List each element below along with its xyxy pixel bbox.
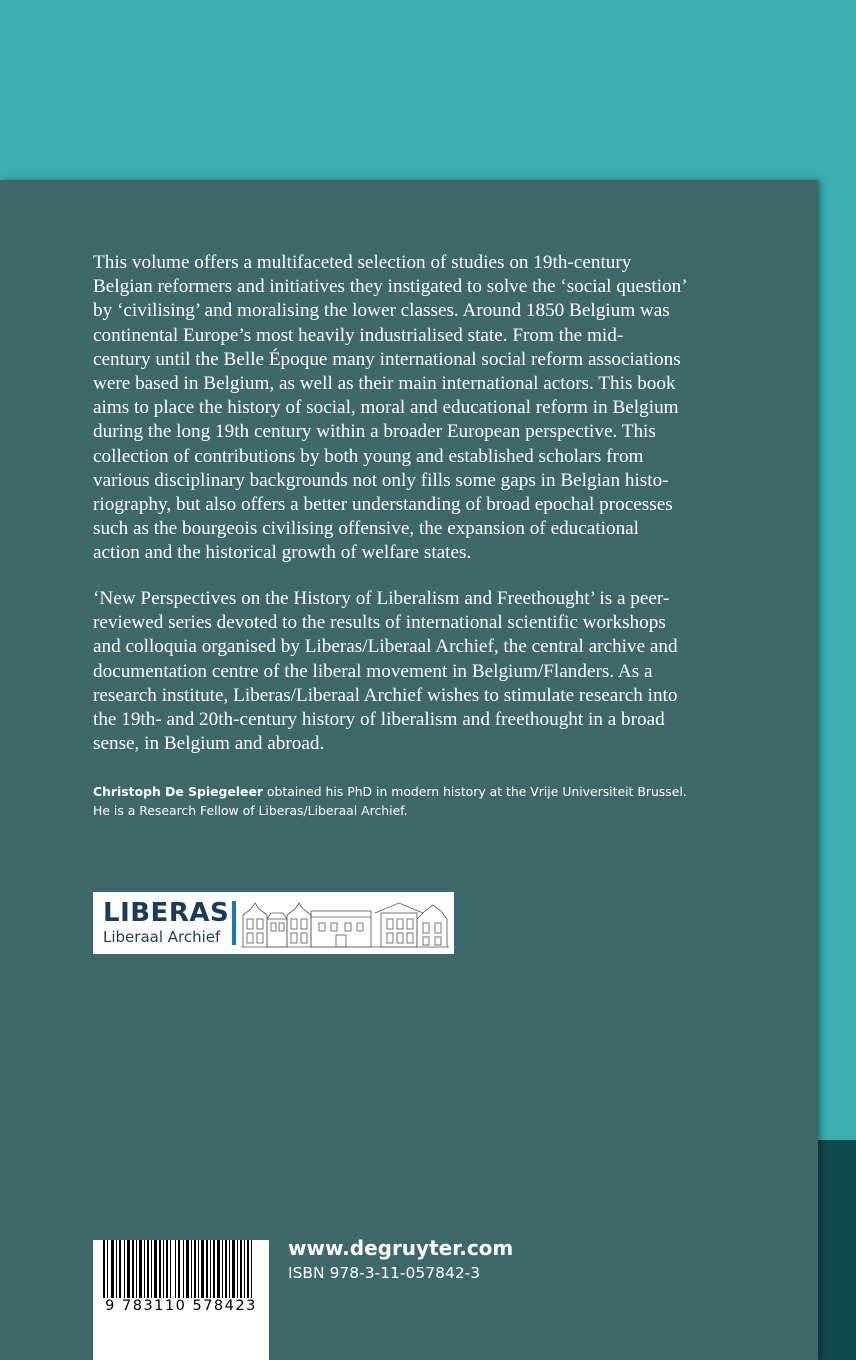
isbn-number: ISBN 978-3-11-057842-3	[288, 1264, 481, 1282]
building-drawing-icon	[241, 897, 449, 949]
isbn-barcode	[93, 1240, 269, 1360]
author-bio-line-1: obtained his PhD in modern history at the Vrije Universiteit Brussel.	[262, 784, 687, 799]
logo-subtitle: Liberaal Archief	[103, 928, 221, 946]
barcode-digits: 9 783110 578423	[99, 1298, 263, 1314]
author-bio	[93, 782, 783, 820]
blurb-paragraph-2: ‘New Perspectives on the History of Liberalism and Freethought’ is a peer- reviewed series devoted to the results of international scientific workshops and colloquia organised by Liberas/Liberaal Archief, the central archive and documentation centre of the liberal movement in Belgium/Flanders. As a research institute, Liberas/Liberaal Archief wishes to stimulate research into the 19th- and 20th-century history of liberalism and freethought in a broad sense, in Belgium and abroad.	[93, 588, 678, 755]
accent-strip	[818, 1140, 856, 1360]
liberas-logo	[93, 892, 454, 954]
author-bio-line-2: He is a Research Fellow of Liberas/Liberaal Archief.	[93, 803, 408, 818]
blurb-paragraph-1: This volume offers a multifaceted selection of studies on 19th-century Belgian reformers and initiatives they instigated to solve the ‘social question’ by ‘civilising’ and moralising the lower classes. Around 1850 Belgium was continental Europe’s most heavily industrialised state. From the mid- century until the Belle Époque many international social reform associations were based in Belgium, as well as their main international actors. This book aims to place the history of social, moral and educational reform in Belgium during the long 19th century within a broader European perspective. This collection of contributions by both young and established scholars from various disciplinary backgrounds not only fills some gaps in Belgian histo- riography, but also offers a better understanding of broad epochal processes such as the bourgeois civilising offensive, the expansion of educational action and the historical growth of welfare states.	[93, 252, 688, 564]
logo-wordmark: LIBERAS	[103, 898, 230, 928]
logo-divider	[232, 901, 236, 945]
publisher-url[interactable]: www.degruyter.com	[288, 1236, 514, 1260]
author-name: Christoph De Spiegeleer	[93, 784, 263, 799]
